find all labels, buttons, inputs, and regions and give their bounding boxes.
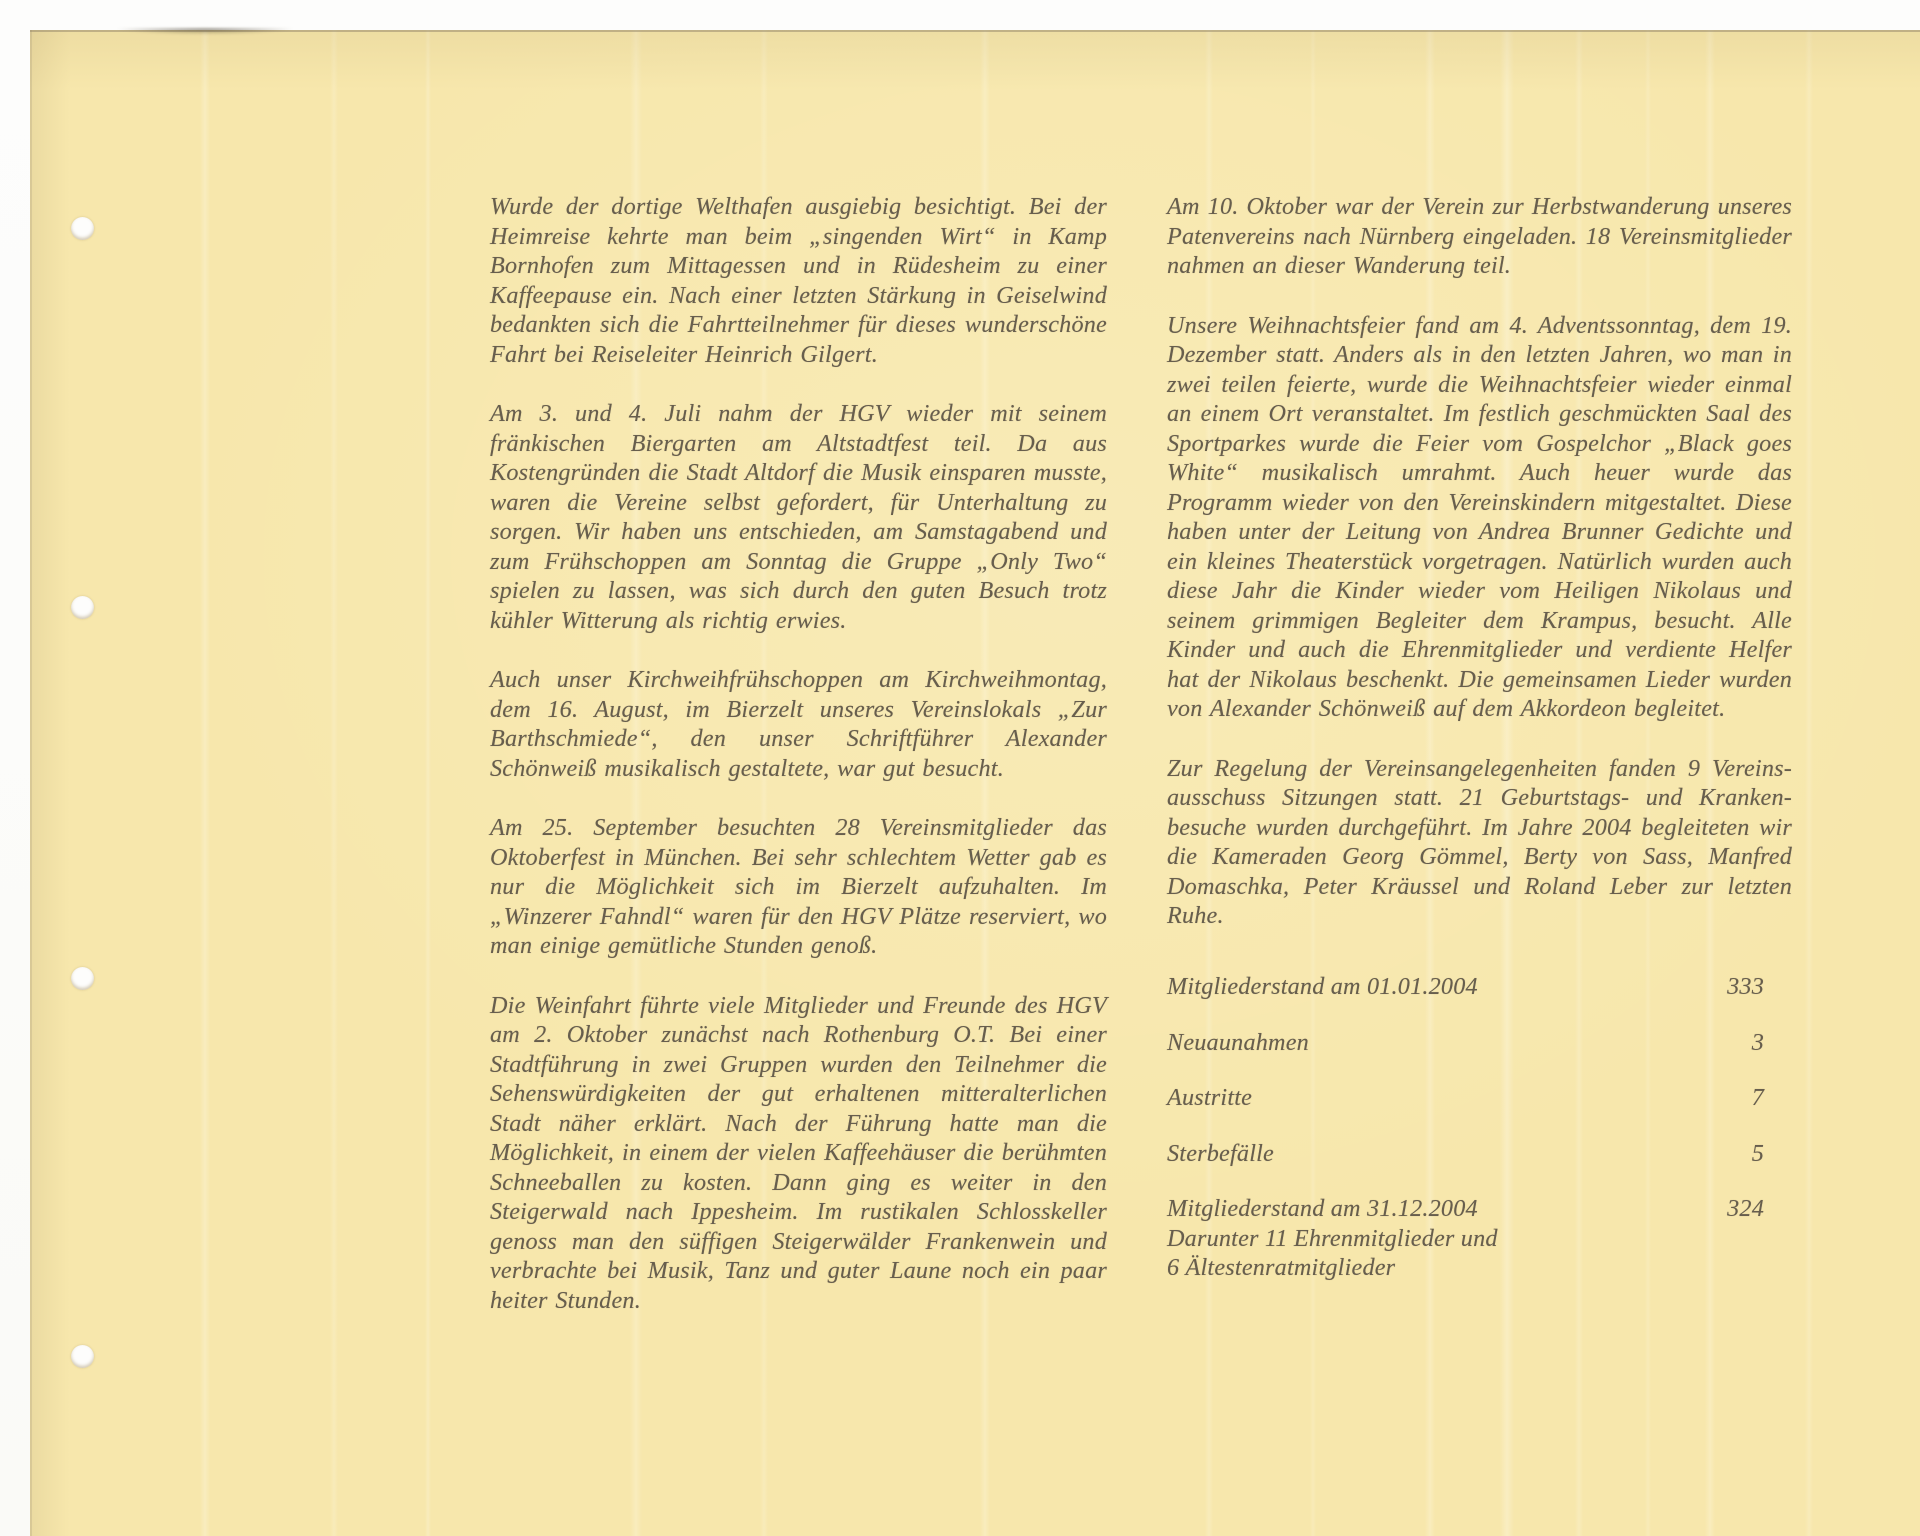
page-edge-smudge — [115, 28, 295, 35]
paragraph-kirchweih: Auch unser Kirchweihfrühschoppen am Kirchweihmontag, dem 16. August, im Bierzelt unseres Vereinslokals „Zur Barthschmiede“, den unser Schriftführer Alexander Schönweiß musikalisch gestaltete, war gut besucht. — [490, 666, 1107, 782]
stat-label: Austritte — [1167, 1084, 1253, 1111]
punch-hole — [71, 217, 94, 240]
stat-note-line: Darunter 11 Ehrenmitglieder und — [1167, 1224, 1498, 1252]
stat-value: 5 — [1751, 1139, 1764, 1167]
membership-statistics — [1167, 972, 1792, 1283]
paragraph-weihnachtsfeier: Unsere Weihnachtsfeier fand am 4. Adventssonntag, dem 19. Dezember statt. Anders als in den letzten Jahren, wo man in zwei teilen feierte, wurde die Weihnachtsfeier wieder einmal an einem Ort veranstaltet. Im festlich geschmückten Saal des Sportparkes wurde die Feier vom Gospelchor „Black goes White“ musikalisch umrahmt. Auch heuer wurde das Programm wieder von den Vereinskindern mitgestaltet. Diese haben unter der Leitung von Andrea Brunner Gedichte und ein kleines Theaterstück vorgetragen. Natürlich wurden auch diese Jahr die Kinder wieder vom Heiligen Nikolaus und seinem grimmigen Begleiter dem Krampus, besucht. Alle Kinder und auch die Ehrenmitglieder und verdiente Helfer hat der Nikolaus beschenkt. Die gemeinsamen Lieder wurden von Alexander Schönweiß auf dem Akkordeon begleitet. — [1167, 311, 1792, 722]
stat-label: Sterbefälle — [1167, 1139, 1274, 1167]
punch-hole — [71, 967, 94, 990]
right-text-column — [1167, 192, 1792, 931]
paragraph-oktoberfest: Am 25. September besuchten 28 Vereinsmitglieder das Oktoberfest in München. Bei sehr schlechtem Wetter gab es nur die Möglichkeit sich im Bierzelt aufzuhalten. Im „Winzerer Fahndl“ waren für den HGV Plätze reserviert, wo man einige gemütliche Stunden genoß. — [490, 814, 1107, 959]
stat-note-line: 6 Ältestenratmitglieder — [1167, 1254, 1396, 1281]
stat-row — [1167, 1083, 1792, 1113]
punch-hole — [71, 596, 94, 619]
stat-value: 3 — [1751, 1028, 1764, 1056]
punch-hole — [71, 1345, 94, 1368]
paragraph-herbstwanderung: Am 10. Oktober war der Verein zur Herbstwanderung unseres Patenvereins nach Nürnberg eingeladen. 18 Vereinsmitglieder nahmen an dieser Wanderung teil. — [1167, 193, 1792, 279]
left-text-column — [490, 192, 1107, 1315]
stat-label: Mitgliederstand am 01.01.2004 — [1167, 973, 1478, 1000]
stat-row — [1167, 1028, 1792, 1058]
paragraph-vereinsausschuss: Zur Regelung der Vereinsangelegenheiten fanden 9 Vereins-ausschuss Sitzungen statt. 21 Geburtstags- und Kranken-besuche wurden durchgeführt. Im Jahre 2004 begleiteten wir die Kameraden Georg Gömmel, Berty von Sass, Manfred Domaschka, Peter Kräussel und Roland Leber zur letzten Ruhe. — [1167, 754, 1792, 929]
stat-row — [1167, 1194, 1792, 1224]
paragraph-weinfahrt: Die Weinfahrt führte viele Mitglieder und Freunde des HGV am 2. Oktober zunächst nach Rothenburg O.T. Bei einer Stadtführung in zwei Gruppen wurden den Teilnehmer die Sehenswürdigkeiten der gut erhaltenen mitteralterlichen Stadt näher erklärt. Nach der Führung hatte man die Möglichkeit, in einem der vielen Kaffeehäuser die berühmten Schneeballen zu kosten. Dann ging es weiter in den Steigerwald nach Ippesheim. Im rustikalen Schlosskeller genoss man den süffigen Steigerwälder Frankenwein und verbrachte bei Musik, Tanz und guter Laune noch ein paar heiter Stunden. — [490, 991, 1107, 1314]
stat-value: 7 — [1751, 1084, 1764, 1111]
stat-row — [1167, 1139, 1792, 1169]
stat-row — [1167, 972, 1792, 1002]
stat-label: Neuaunahmen — [1167, 1028, 1309, 1056]
stat-value: 333 — [1727, 973, 1764, 1000]
stat-value: 324 — [1727, 1195, 1764, 1222]
paragraph-welthafen: Wurde der dortige Welthafen ausgiebig besichtigt. Bei der Heimreise kehrte man beim „singenden Wirt“ in Kamp Bornhofen zum Mittagessen und in Rüdesheim zu einer Kaffeepause ein. Nach einer letzten Stärkung in Geiselwind bedankten sich die Fahrtteilnehmer für dieses wunderschöne Fahrt bei Reiseleiter Heinrich Gilgert. — [490, 193, 1107, 368]
paragraph-altstadtfest: Am 3. und 4. Juli nahm der HGV wieder mit seinem fränkischen Biergarten am Altstadtfest teil. Da aus Kostengründen die Stadt Altdorf die Musik einsparen musste, waren die Vereine selbst gefordert, für Unterhaltung zu sorgen. Wir haben uns entschieden, am Samstagabend und zum Frühschoppen am Sonntag die Gruppe „Only Two“ spielen zu lassen, was sich durch den guten Besuch trotz kühler Witterung als richtig erwies. — [490, 400, 1107, 634]
stat-label: Mitgliederstand am 31.12.2004 — [1167, 1195, 1478, 1222]
